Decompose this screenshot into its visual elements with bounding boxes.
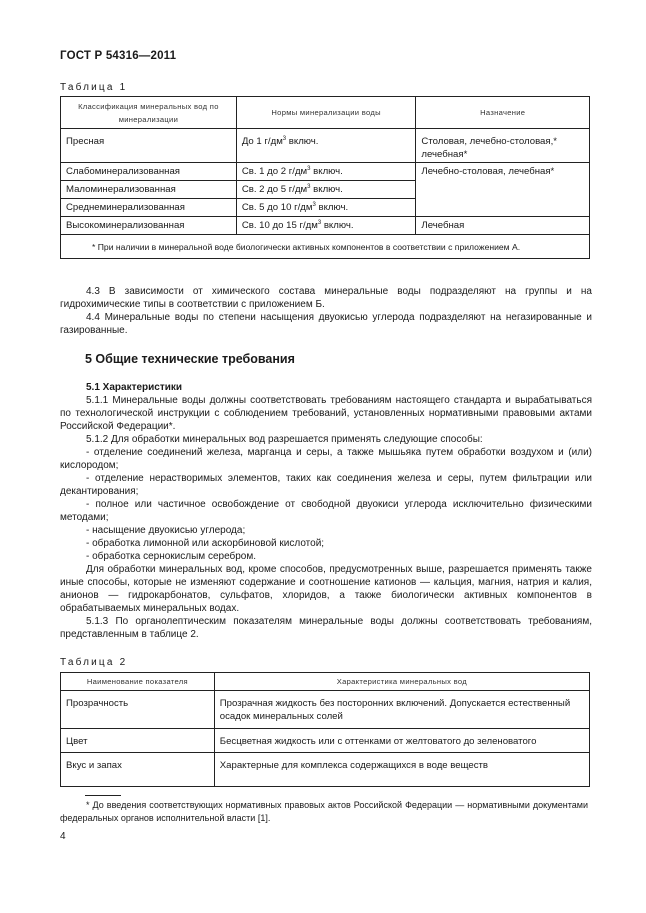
table1-cell-norm: Св. 1 до 2 $г/дм^3$ включ. xyxy=(236,163,416,181)
table2-caption: Таблица 2 xyxy=(60,657,128,668)
table2-cell-value: Прозрачная жидкость без посторонних включений. Допускается естественный осадок минеральных солей xyxy=(214,691,589,729)
table2-header-name: Наименование показателя xyxy=(61,673,215,691)
table1 xyxy=(60,96,590,259)
table2-header-row xyxy=(61,673,590,691)
table1-caption: Таблица 1 xyxy=(60,82,128,93)
list-item: - обработка сернокислым серебром. xyxy=(86,551,257,562)
footnote: * До введения соответствующих нормативных правовых актов Российской Федерации — нормативными документами федеральных органов исполнительной власти [1]. xyxy=(60,800,588,823)
table2-cell-value: Характерные для комплекса содержащихся в воде веществ xyxy=(214,753,589,787)
table1-cell-norm: Св. 5 до 10 $г/дм^3$ включ. xyxy=(236,199,416,217)
table2-cell-value: Бесцветная жидкость или с оттенками от желтоватого до зеленоватого xyxy=(214,729,589,753)
list-item: - отделение нерастворимых элементов, таких как соединения железа и серы, путем фильтрации или декантирования; xyxy=(60,473,592,497)
table1-header-row xyxy=(61,97,590,129)
table1-header-classification: Классификация минеральных вод по минерализации xyxy=(61,97,237,129)
paragraph: 4.4 Минеральные воды по степени насыщения двуокисью углерода подразделяют на негазированные и газированные. xyxy=(60,312,592,336)
paragraph: Для обработки минеральных вод, кроме способов, предусмотренных выше, разрешается применять также иные способы, которые не изменяют содержание и соотношение катионов — кальция, магния, натрия и калия, анионов — гидрокарбонатов, сульфатов, хлоридов, а также биологически активных компонентов в обрабатываемых минеральных водах. xyxy=(60,564,592,614)
table1-cell-purpose: Лечебная xyxy=(416,217,590,235)
paragraphs-4 xyxy=(60,285,592,337)
footnote-separator xyxy=(85,795,121,796)
table1-note: * При наличии в минеральной воде биологически активных компонентов в соответствии с приложением А. xyxy=(61,235,590,259)
table1-header-norms: Нормы минерализации воды xyxy=(236,97,416,129)
list-item: - полное или частичное освобождение от свободной двуокиси углерода исключительно физическими методами; xyxy=(60,499,592,523)
paragraph: 5.1.1 Минеральные воды должны соответствовать требованиям настоящего стандарта и вырабатываться по технологической инструкции с соблюдением требований, установленных нормативными правовыми актами Российской Федерации*. xyxy=(60,395,592,432)
subsection-title: 5.1 Характеристики xyxy=(86,382,183,393)
list-item: - обработка лимонной или аскорбиновой кислотой; xyxy=(86,538,325,549)
table1-cell-purpose: Столовая, лечебно-столовая,* лечебная* xyxy=(416,129,590,163)
table-row xyxy=(61,129,590,163)
section-title: 5 Общие технические требования xyxy=(85,352,295,366)
table2-header-value: Характеристика минеральных вод xyxy=(214,673,589,691)
table1-cell-purpose-merged: Лечебно-столовая, лечебная* xyxy=(416,163,590,217)
table-row xyxy=(61,729,590,753)
section-5-body xyxy=(60,381,592,641)
page-number: 4 xyxy=(60,831,66,842)
table-row xyxy=(61,691,590,729)
table-row xyxy=(61,163,590,181)
table1-cell-class: Пресная xyxy=(61,129,237,163)
table-row xyxy=(61,753,590,787)
table1-cell-class: Слабоминерализованная xyxy=(61,163,237,181)
list-item: - отделение соединений железа, марганца и серы, а также мышьяка путем обработки воздухом и (или) кислородом; xyxy=(60,447,592,471)
table1-cell-norm: Св. 10 до 15 $г/дм^3$ включ. xyxy=(236,217,416,235)
table2 xyxy=(60,672,590,787)
list-item: - насыщение двуокисью углерода; xyxy=(86,525,246,536)
paragraph: 5.1.3 По органолептическим показателям минеральные воды должны соответствовать требованиям, представленным в таблице 2. xyxy=(60,616,592,640)
table-row xyxy=(61,217,590,235)
document-header: ГОСТ Р 54316—2011 xyxy=(60,50,177,62)
table2-cell-name: Вкус и запах xyxy=(61,753,215,787)
table2-cell-name: Прозрачность xyxy=(61,691,215,729)
table2-cell-name: Цвет xyxy=(61,729,215,753)
table1-header-purpose: Назначение xyxy=(416,97,590,129)
table1-cell-class: Высокоминерализованная xyxy=(61,217,237,235)
table1-cell-norm: До 1 $г/дм^3$ включ. xyxy=(236,129,416,163)
table1-cell-class: Среднеминерализованная xyxy=(61,199,237,217)
paragraph: 4.3 В зависимости от химического состава минеральные воды подразделяют на группы и на гидрохимические типы в соответствии с приложением Б. xyxy=(60,286,592,310)
table1-note-row xyxy=(61,235,590,259)
table1-cell-class: Маломинерализованная xyxy=(61,181,237,199)
table1-cell-norm: Св. 2 до 5 $г/дм^3$ включ. xyxy=(236,181,416,199)
paragraph: 5.1.2 Для обработки минеральных вод разрешается применять следующие способы: xyxy=(86,434,483,445)
